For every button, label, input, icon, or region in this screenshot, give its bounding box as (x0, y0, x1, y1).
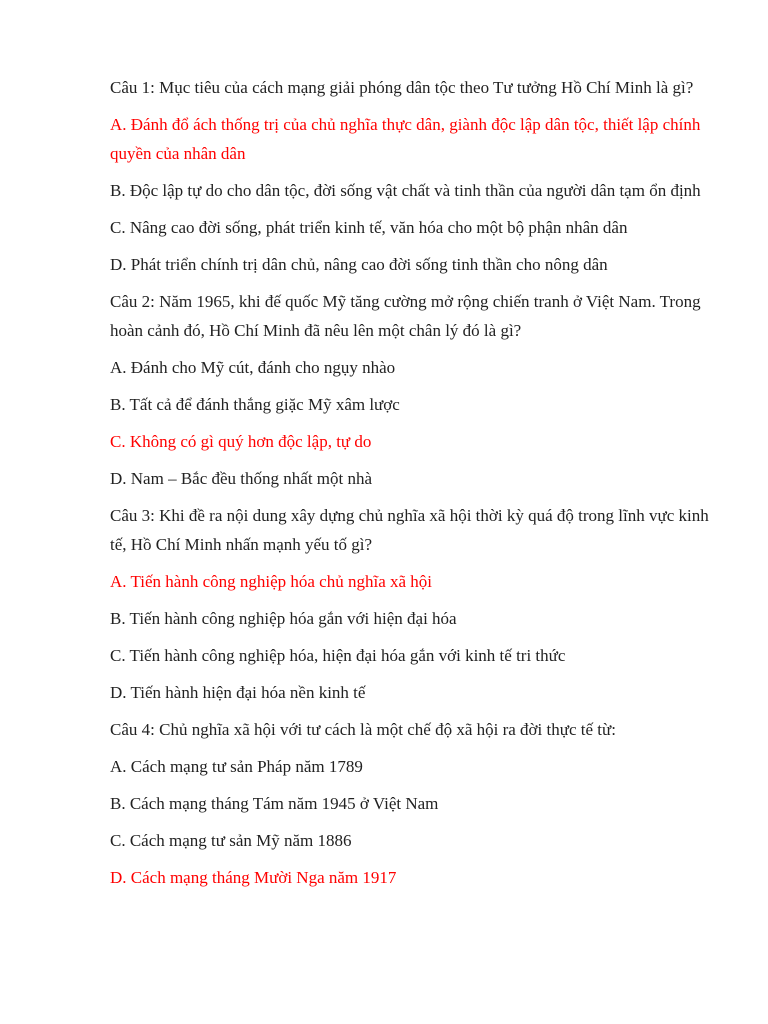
option-b: B. Độc lập tự do cho dân tộc, đời sống vật chất và tinh thần của người dân tạm ổn định (110, 181, 701, 200)
question-block-1 (110, 73, 710, 279)
question-block-4 (110, 715, 710, 892)
option-b: B. Tất cả để đánh thắng giặc Mỹ xâm lược (110, 395, 400, 414)
option-c: C. Không có gì quý hơn độc lập, tự do (110, 432, 372, 451)
question-block-2 (110, 287, 710, 493)
option-b: B. Tiến hành công nghiệp hóa gắn với hiện đại hóa (110, 609, 457, 628)
option-d: D. Cách mạng tháng Mười Nga năm 1917 (110, 868, 397, 887)
question-text: Câu 3: Khi đề ra nội dung xây dựng chủ nghĩa xã hội thời kỳ quá độ trong lĩnh vực kinh tế, Hồ Chí Minh nhấn mạnh yếu tố gì? (110, 506, 709, 554)
quiz-document (110, 73, 710, 900)
option-a: A. Đánh cho Mỹ cút, đánh cho ngụy nhào (110, 358, 396, 377)
question-block-3 (110, 501, 710, 707)
question-text: Câu 1: Mục tiêu của cách mạng giải phóng dân tộc theo Tư tưởng Hồ Chí Minh là gì? (110, 78, 694, 97)
question-text: Câu 4: Chủ nghĩa xã hội với tư cách là một chế độ xã hội ra đời thực tế từ: (110, 720, 616, 739)
option-d: D. Phát triển chính trị dân chủ, nâng cao đời sống tinh thần cho nông dân (110, 255, 608, 274)
option-a: A. Đánh đổ ách thống trị của chủ nghĩa thực dân, giành độc lập dân tộc, thiết lập chính quyền của nhân dân (110, 115, 701, 163)
option-c: C. Tiến hành công nghiệp hóa, hiện đại hóa gắn với kinh tế tri thức (110, 646, 566, 665)
question-text: Câu 2: Năm 1965, khi đế quốc Mỹ tăng cường mở rộng chiến tranh ở Việt Nam. Trong hoàn cảnh đó, Hồ Chí Minh đã nêu lên một chân lý đó là gì? (110, 292, 701, 340)
option-d: D. Tiến hành hiện đại hóa nền kinh tế (110, 683, 366, 702)
option-a: A. Cách mạng tư sản Pháp năm 1789 (110, 757, 363, 776)
option-c: C. Nâng cao đời sống, phát triển kinh tế, văn hóa cho một bộ phận nhân dân (110, 218, 628, 237)
option-b: B. Cách mạng tháng Tám năm 1945 ở Việt Nam (110, 794, 439, 813)
option-c: C. Cách mạng tư sản Mỹ năm 1886 (110, 831, 352, 850)
option-a: A. Tiến hành công nghiệp hóa chủ nghĩa xã hội (110, 572, 433, 591)
option-d: D. Nam – Bắc đều thống nhất một nhà (110, 469, 373, 488)
